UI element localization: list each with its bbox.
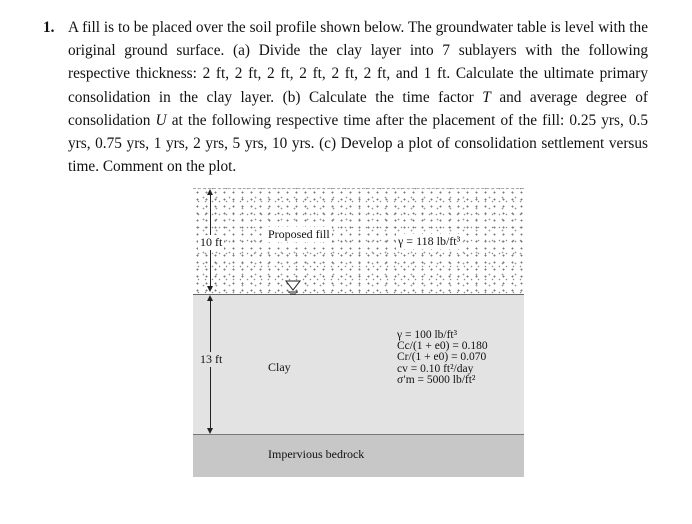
clay-recompression-index: Cr/(1 + e0) = 0.070 xyxy=(397,351,487,364)
problem-number: 1. xyxy=(43,19,55,36)
bedrock-label: Impervious bedrock xyxy=(268,447,365,461)
clay-preconsolidation-pressure: σ′m = 5000 lb/ft² xyxy=(397,373,476,386)
clay-dimension-arrow-top xyxy=(207,295,213,301)
soil-profile-figure xyxy=(193,188,524,476)
fill-layer xyxy=(193,188,524,295)
water-table-icon xyxy=(284,279,302,295)
fill-dimension-arrow-bottom xyxy=(207,286,213,292)
clay-consolidation-coefficient: cv = 0.10 ft²/day xyxy=(397,362,474,375)
problem-statement xyxy=(43,16,648,178)
clay-properties xyxy=(397,330,488,386)
fill-unit-weight: γ = 118 lb/ft³ xyxy=(398,234,461,248)
clay-thickness-label: 13 ft xyxy=(200,352,223,366)
problem-text-part-1: A fill is to be placed over the soil profile shown below. The groundwater table is level with the original ground surface. (a) Divide the clay layer into 7 sublayers with the following respective thickness: 2 ft, 2 ft, 2 ft, 2 ft, 2 ft, 2 ft, and 1 ft. Calculate the ultimate primary consolidation in the clay layer. (b) Calculate the time factor xyxy=(68,19,648,106)
clay-label: Clay xyxy=(268,360,291,374)
problem-text xyxy=(68,16,648,178)
clay-unit-weight: γ = 100 lb/ft³ xyxy=(397,329,458,341)
clay-dimension-arrow-bottom xyxy=(207,428,213,434)
problem-text-part-2: and average degree of consolidation xyxy=(68,88,648,129)
fill-dimension-arrow-top xyxy=(207,189,213,195)
fill-thickness-label: 10 ft xyxy=(200,235,223,249)
degree-consolidation-symbol: U xyxy=(155,111,167,129)
problem-text-part-3: at the following respective time after the placement of the fill: 0.25 yrs, 0.5 yrs, 0.75 yrs, 1 yrs, 2 yrs, 5 yrs, 10 yrs. (c) Develop a plot of consolidation settlement versus time. Comment on the plot. xyxy=(68,111,648,176)
clay-compression-index: Cc/(1 + e0) = 0.180 xyxy=(397,340,488,353)
time-factor-symbol: T xyxy=(482,88,491,106)
fill-label: Proposed fill xyxy=(268,227,330,241)
